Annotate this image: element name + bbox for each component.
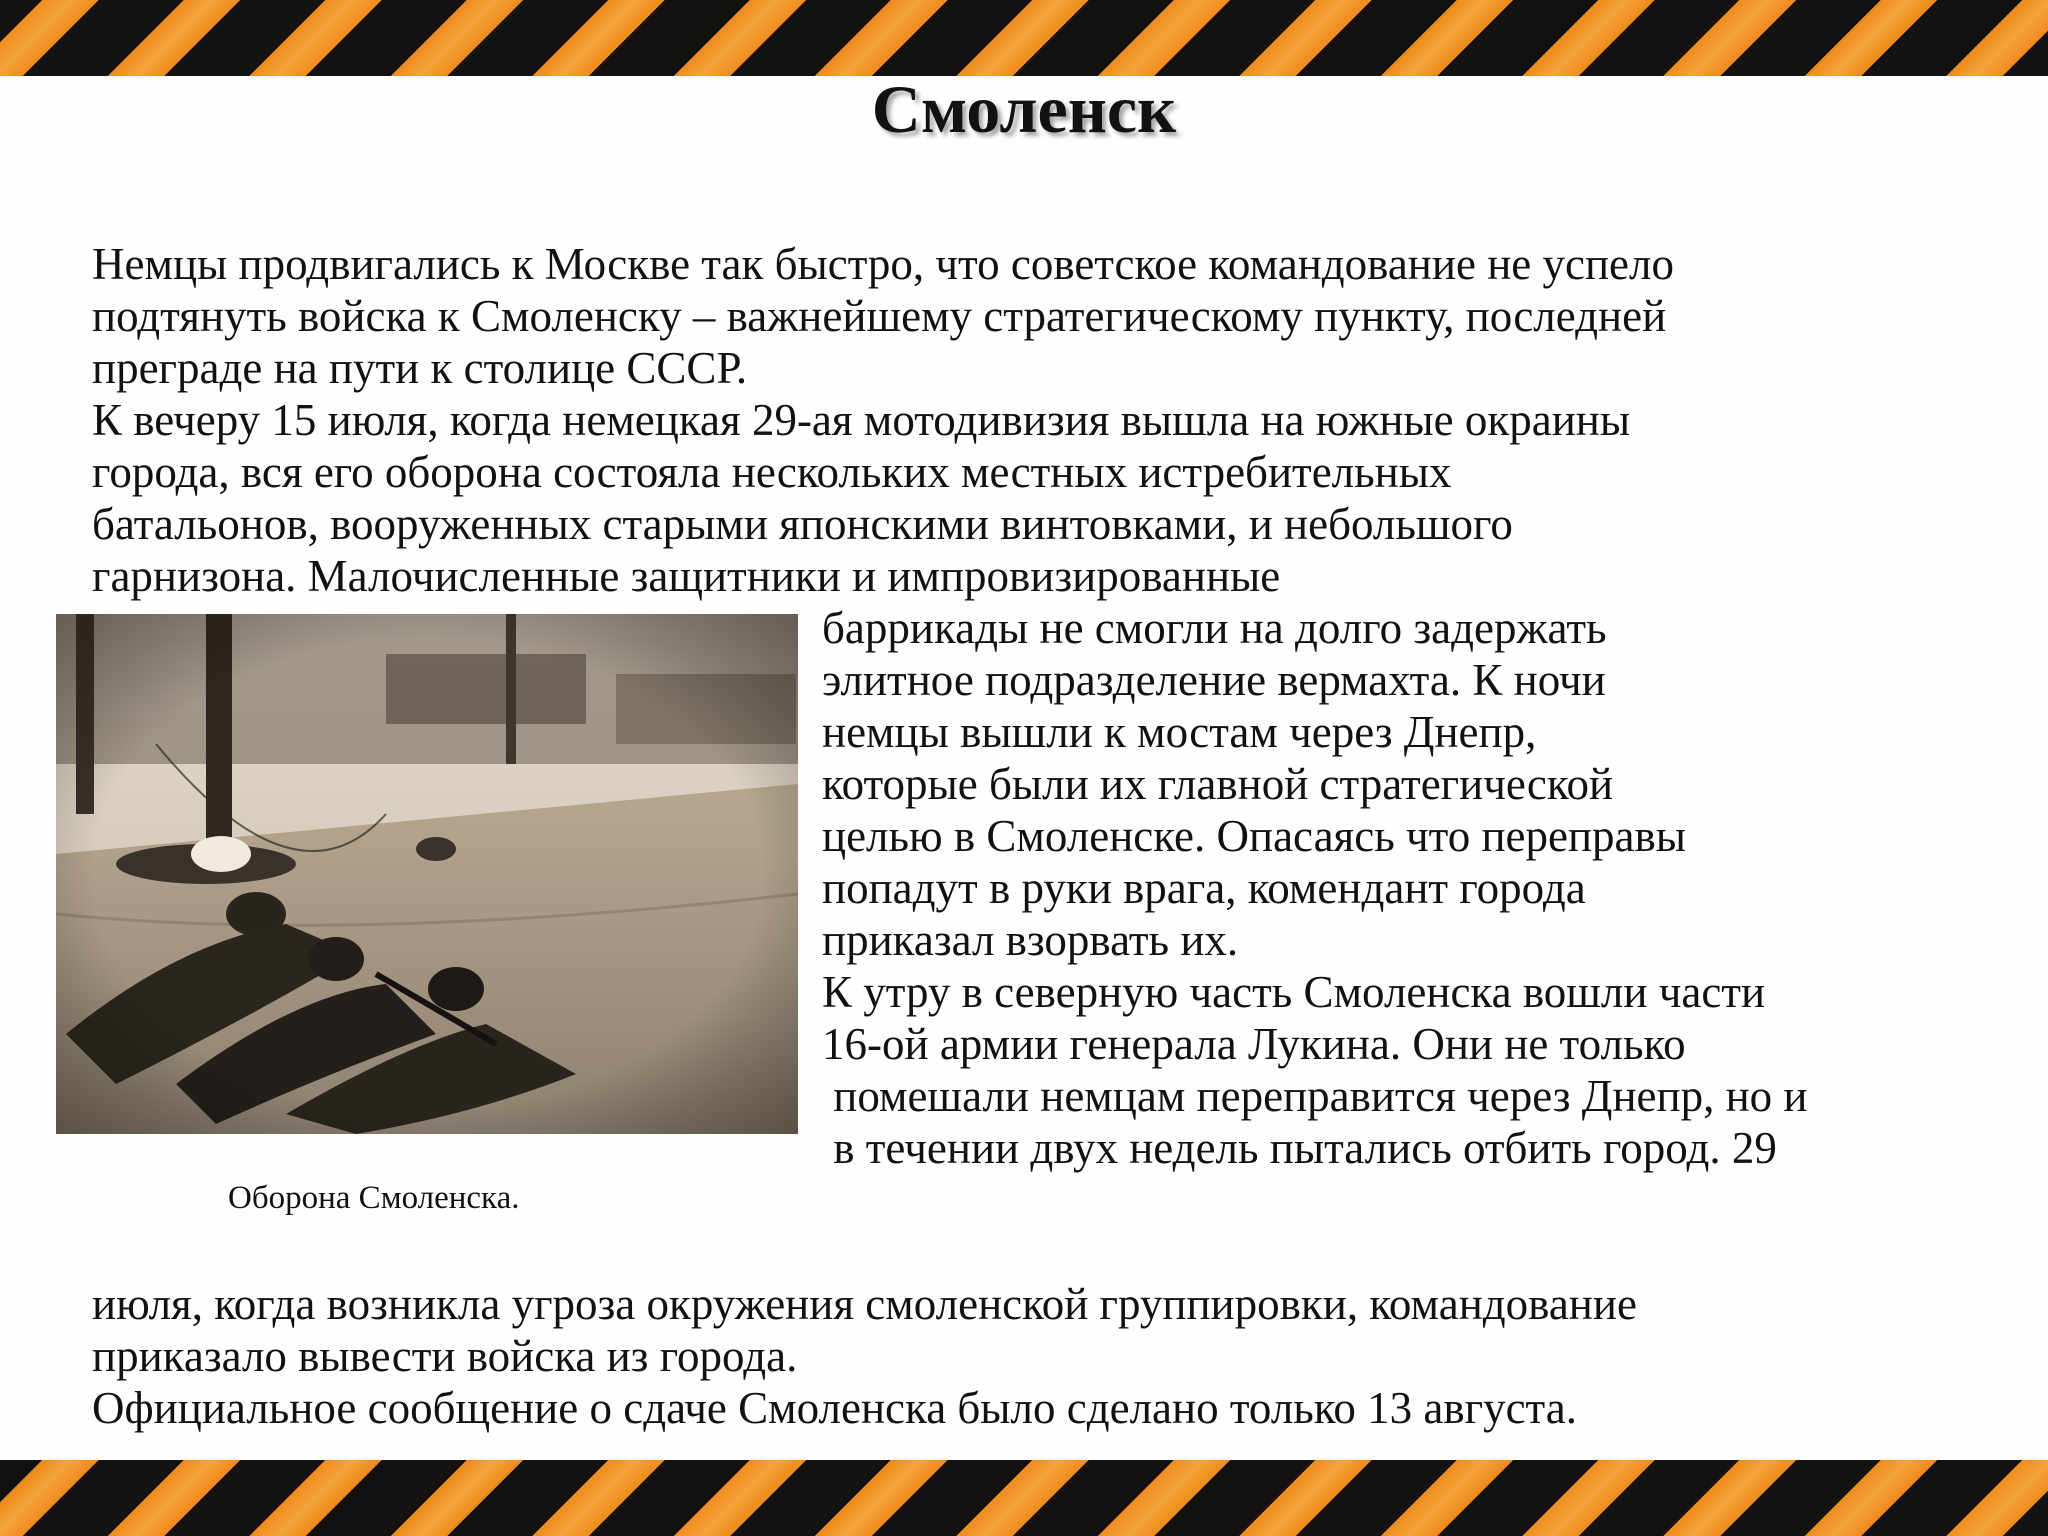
- text-line: преграде на пути к столице СССР.: [92, 343, 748, 393]
- paragraph-side: [822, 602, 1808, 1174]
- text-line: Официальное сообщение о сдаче Смоленска было сделано только 13 августа.: [92, 1383, 1577, 1433]
- st-george-ribbon-top: [0, 0, 2048, 76]
- text-line: города, вся его оборона состояла нескольких местных истребительных: [92, 447, 1452, 497]
- text-line: в течении двух недель пытались отбить город. 29: [822, 1123, 1777, 1173]
- text-line: Немцы продвигались к Москве так быстро, что советское командование не успело: [92, 239, 1674, 289]
- text-line: баррикады не смогли на долго задержать: [822, 603, 1607, 653]
- text-line: батальонов, вооруженных старыми японскими винтовками, и небольшого: [92, 499, 1513, 549]
- text-line: июля, когда возникла угроза окружения смоленской группировки, командование: [92, 1279, 1637, 1329]
- text-line: гарнизона. Малочисленные защитники и импровизированные: [92, 551, 1281, 601]
- text-line: которые были их главной стратегической: [822, 759, 1614, 809]
- text-line: попадут в руки врага, комендант города: [822, 863, 1586, 913]
- defense-photo: [56, 614, 798, 1134]
- text-line: подтянуть войска к Смоленску – важнейшему стратегическому пункту, последней: [92, 291, 1667, 341]
- text-line: приказало вывести войска из города.: [92, 1331, 798, 1381]
- slide-title: Смоленск: [871, 71, 1177, 147]
- text-line: целью в Смоленске. Опасаясь что переправы: [822, 811, 1687, 861]
- text-line: элитное подразделение вермахта. К ночи: [822, 655, 1606, 705]
- text-line: помешали немцам переправится через Днепр, но и: [822, 1071, 1808, 1121]
- text-line: К вечеру 15 июля, когда немецкая 29-ая мотодивизия вышла на южные окраины: [92, 395, 1631, 445]
- photo-illustration: [56, 614, 798, 1134]
- text-line: немцы вышли к мостам через Днепр,: [822, 707, 1537, 757]
- paragraph-top: [92, 238, 1674, 602]
- text-line: приказал взорвать их.: [822, 915, 1239, 965]
- text-line: 16-ой армии генерала Лукина. Они не только: [822, 1019, 1686, 1069]
- st-george-ribbon-bottom: [0, 1460, 2048, 1536]
- paragraph-bottom: [92, 1278, 1637, 1434]
- text-line: К утру в северную часть Смоленска вошли части: [822, 967, 1766, 1017]
- photo-caption: Оборона Смоленска.: [228, 1180, 520, 1216]
